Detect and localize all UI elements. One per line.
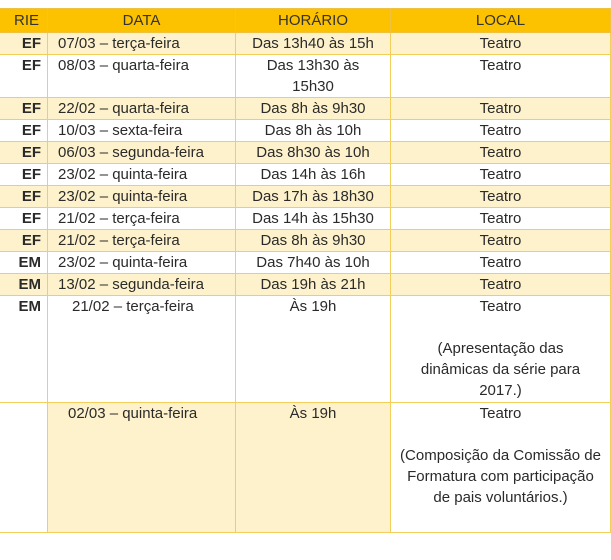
cell-serie: EF [0, 186, 48, 208]
cell-horario: Das 14h às 16h [236, 164, 391, 186]
cell-local-text: Teatro [479, 298, 522, 315]
cell-local: Teatro [391, 142, 611, 164]
cell-local: Teatro [391, 120, 611, 142]
schedule-table [0, 8, 611, 533]
header-serie: RIE [0, 9, 48, 33]
table-row [0, 296, 611, 403]
table-row [0, 274, 611, 296]
cell-data: 08/03 – quarta-feira [48, 55, 236, 98]
cell-serie: EM [0, 296, 48, 403]
cell-data: 21/02 – terça-feira [48, 230, 236, 252]
cell-data: 10/03 – sexta-feira [48, 120, 236, 142]
cell-serie: EF [0, 142, 48, 164]
cell-local: Teatro [391, 274, 611, 296]
cell-serie: EM [0, 252, 48, 274]
table-row [0, 142, 611, 164]
cell-local: Teatro [391, 252, 611, 274]
cell-local [391, 403, 611, 533]
cell-local: Teatro [391, 33, 611, 55]
cell-serie: EF [0, 164, 48, 186]
cell-serie: EF [0, 230, 48, 252]
cell-horario: Das 8h às 10h [236, 120, 391, 142]
cell-serie: EF [0, 55, 48, 98]
cell-serie: EF [0, 208, 48, 230]
cell-note: (Apresentação das dinâmicas da série para 2017.) [420, 340, 581, 399]
table-row [0, 403, 611, 533]
table-row [0, 252, 611, 274]
table-row [0, 208, 611, 230]
cell-data-text: 02/03 – quinta-feira [68, 405, 198, 422]
cell-data: 06/03 – segunda-feira [48, 142, 236, 164]
cell-serie: EM [0, 274, 48, 296]
cell-data: 07/03 – terça-feira [48, 33, 236, 55]
table-row [0, 230, 611, 252]
cell-local: Teatro [391, 186, 611, 208]
cell-local: Teatro [391, 55, 611, 98]
table-row [0, 164, 611, 186]
cell-horario: Às 19h [236, 296, 391, 403]
cell-data: 23/02 – quinta-feira [48, 164, 236, 186]
header-row [0, 9, 611, 33]
cell-horario: Das 13h30 às 15h30 [236, 55, 391, 98]
header-data: DATA [48, 9, 236, 33]
cell-local-text: Teatro [479, 405, 522, 422]
cell-horario: Das 8h às 9h30 [236, 230, 391, 252]
cell-horario: Das 13h40 às 15h [236, 33, 391, 55]
cell-horario: Das 8h30 às 10h [236, 142, 391, 164]
cell-horario: Às 19h [236, 403, 391, 533]
cell-note: (Composição da Comissão de Formatura com participação de pais voluntários.) [400, 447, 601, 506]
cell-horario: Das 17h às 18h30 [236, 186, 391, 208]
cell-local [391, 296, 611, 403]
cell-serie: EF [0, 120, 48, 142]
cell-serie [0, 403, 48, 533]
cell-horario: Das 8h às 9h30 [236, 98, 391, 120]
cell-horario: Das 14h às 15h30 [236, 208, 391, 230]
cell-local: Teatro [391, 208, 611, 230]
cell-data: 23/02 – quinta-feira [48, 186, 236, 208]
cell-local: Teatro [391, 98, 611, 120]
table-row [0, 33, 611, 55]
table-row [0, 120, 611, 142]
cell-horario: Das 7h40 às 10h [236, 252, 391, 274]
table-row [0, 186, 611, 208]
cell-serie: EF [0, 33, 48, 55]
header-horario: HORÁRIO [236, 9, 391, 33]
cell-horario: Das 19h às 21h [236, 274, 391, 296]
header-local: LOCAL [391, 9, 611, 33]
table-row [0, 98, 611, 120]
cell-data-text: 21/02 – terça-feira [72, 298, 194, 315]
table-row [0, 55, 611, 98]
cell-data: 23/02 – quinta-feira [48, 252, 236, 274]
cell-data [48, 403, 236, 533]
cell-data [48, 296, 236, 403]
cell-data: 21/02 – terça-feira [48, 208, 236, 230]
cell-data: 22/02 – quarta-feira [48, 98, 236, 120]
cell-serie: EF [0, 98, 48, 120]
cell-local: Teatro [391, 164, 611, 186]
cell-local: Teatro [391, 230, 611, 252]
cell-data: 13/02 – segunda-feira [48, 274, 236, 296]
